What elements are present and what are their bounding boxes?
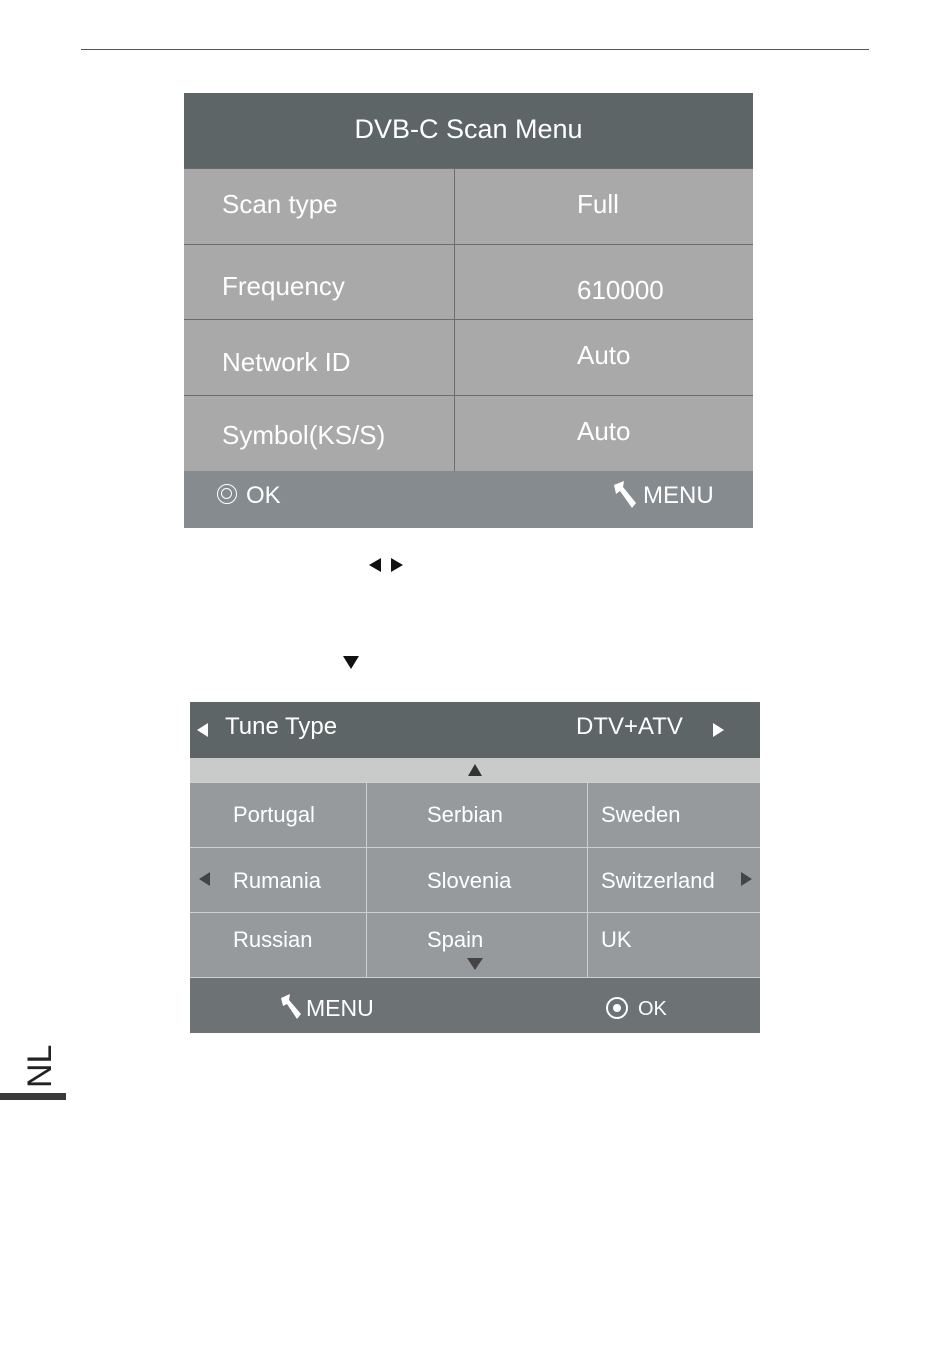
dvbc-scan-menu	[184, 93, 753, 528]
menu-label: MENU	[306, 995, 374, 1021]
top-rule	[81, 49, 869, 50]
row-divider	[454, 396, 455, 472]
tune-type-value: DTV+ATV	[576, 713, 683, 740]
network-id-label: Network ID	[222, 347, 351, 377]
country-selection-menu	[190, 702, 760, 1033]
country-serbian[interactable]: Serbian	[427, 802, 503, 827]
symbol-label: Symbol(KS/S)	[222, 420, 386, 450]
country-grid	[190, 782, 760, 978]
country-russian[interactable]: Russian	[233, 927, 313, 952]
scan-type-row[interactable]	[184, 168, 753, 245]
grid-line	[190, 912, 760, 913]
network-id-row[interactable]	[184, 319, 753, 396]
ok-label: OK	[638, 998, 667, 1020]
scan-menu-footer	[184, 471, 753, 528]
right-arrow-icon[interactable]	[713, 723, 724, 737]
menu-label: MENU	[643, 482, 714, 509]
country-uk[interactable]: UK	[601, 927, 632, 952]
frequency-value: 610000	[577, 275, 664, 305]
row-divider	[454, 320, 455, 396]
frequency-label: Frequency	[222, 271, 345, 301]
language-label: NL	[21, 1044, 59, 1088]
left-arrow-icon[interactable]	[199, 872, 210, 886]
ok-icon	[217, 484, 237, 504]
language-tab	[22, 1044, 58, 1090]
scan-type-value: Full	[577, 189, 619, 219]
grid-line	[366, 782, 367, 978]
country-switzerland[interactable]: Switzerland	[601, 868, 715, 893]
country-slovenia[interactable]: Slovenia	[427, 868, 512, 893]
down-arrow-icon	[343, 656, 359, 669]
network-id-value: Auto	[577, 340, 631, 370]
grid-line	[190, 847, 760, 848]
grid-line	[587, 782, 588, 978]
country-portugal[interactable]: Portugal	[233, 802, 315, 827]
grid-line	[190, 782, 760, 783]
scroll-down-arrow-icon[interactable]	[467, 958, 483, 970]
symbol-value: Auto	[577, 416, 631, 446]
left-right-arrows-icon	[369, 558, 403, 572]
country-spain[interactable]: Spain	[427, 927, 484, 952]
row-divider	[454, 245, 455, 321]
row-divider	[454, 169, 455, 245]
return-arrow-icon	[280, 994, 302, 1020]
right-arrow-icon[interactable]	[741, 872, 752, 886]
tune-type-label: Tune Type	[225, 713, 338, 740]
tune-type-header[interactable]	[190, 702, 760, 758]
ok-label: OK	[246, 482, 281, 509]
country-rumania[interactable]: Rumania	[233, 868, 322, 893]
left-arrow-icon[interactable]	[197, 723, 208, 737]
return-arrow-icon	[612, 481, 638, 509]
frequency-row[interactable]	[184, 244, 753, 321]
country-menu-footer	[190, 978, 760, 1033]
ok-icon	[606, 997, 628, 1019]
symbol-row[interactable]	[184, 395, 753, 472]
scan-type-label: Scan type	[222, 189, 338, 219]
scan-menu-title: DVB-C Scan Menu	[184, 93, 753, 169]
language-tab-bar	[0, 1093, 66, 1100]
country-sweden[interactable]: Sweden	[601, 802, 681, 827]
scroll-up-bar[interactable]	[190, 758, 760, 782]
up-arrow-icon[interactable]	[468, 764, 482, 776]
